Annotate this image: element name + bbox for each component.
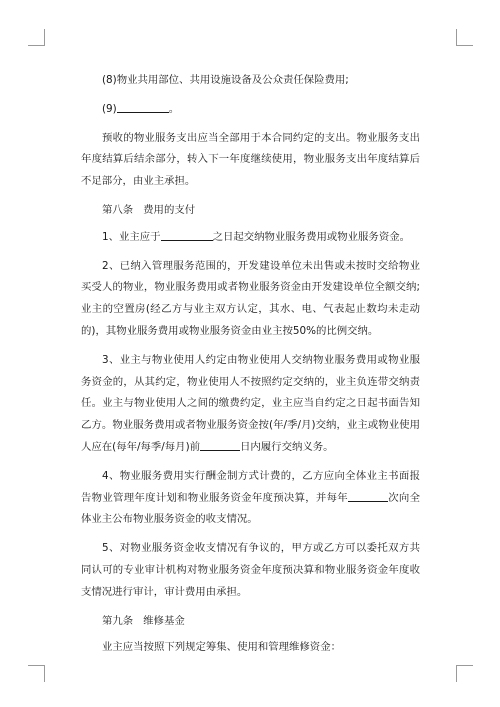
paragraph-clause-4: 4、物业服务费用实行酬金制方式计费的，乙方应向全体业主书面报告物业管理年度计划和物业服务资金年度预决算，并每年 次向全体业主公布物业服务资金的收支情况。	[81, 469, 421, 526]
paragraph-clause-1: 1、业主应于 之日起交纳物业服务费用或物业服务资金。	[81, 227, 420, 249]
paragraph-item-9: (9) 。	[81, 99, 420, 121]
document-body	[81, 70, 420, 666]
crop-mark-top-left	[28, 29, 45, 46]
article-9-heading: 第九条 维修基金	[102, 614, 185, 627]
article-8-heading: 第八条 费用的支付	[102, 203, 196, 216]
fill-in-blank[interactable]	[117, 100, 169, 113]
paragraph-insurance-item: (8)物业共用部位、共用设施设备及公众责任保险费用;	[102, 74, 349, 86]
paragraph-clause-5: 5、对物业服务资金收支情况有争议的，甲方或乙方可以委托双方共同认可的专业审计机构对物业服务资金年度预决算和物业服务资金年度收支情况进行审计，审计费用由承担。	[81, 542, 420, 598]
paragraph-maintenance-fund: 业主应当按照下列规定筹集、使用和管理维修资金：	[102, 641, 341, 654]
crop-mark-top-right	[456, 29, 473, 46]
crop-mark-bottom-left	[28, 665, 45, 682]
fill-in-blank[interactable]	[161, 228, 213, 241]
crop-mark-bottom-right	[456, 665, 473, 682]
fill-in-blank[interactable]	[200, 438, 240, 451]
fill-in-blank[interactable]	[348, 489, 388, 502]
paragraph-prepaid-expenses: 预收的物业服务支出应当全部用于本合同约定的支出。物业服务支出年度结算后结余部分，转入下一年度继续使用，物业服务支出年度结算后不足部分，由业主承担。	[81, 131, 420, 188]
paragraph-clause-2: 2、已纳入管理服务范围的，开发建设单位未出售或未按时交给物业买受人的物业，物业服务费用或者物业服务资金由开发建设单位全额交纳;业主的空置房(经乙方与业主双方认定，其水、电、气表起止数均未走动的)，其物业服务费用或物业服务资金由业主按50%的比例交纳。	[81, 259, 420, 337]
paragraph-clause-3: 3、业主与物业使用人约定由物业使用人交纳物业服务费用或物业服务资金的，从其约定，物业使用人不按照约定交纳的，业主负连带交纳责任。业主与物业使用人之间的缴费约定，业主应当自约定之日起书面告知乙方。物业服务费用或者物业服务资金按(年/季/月)交纳，业主或物业使用人应在(每年/每季/每月)前 日内履行交纳义务。	[81, 353, 420, 453]
